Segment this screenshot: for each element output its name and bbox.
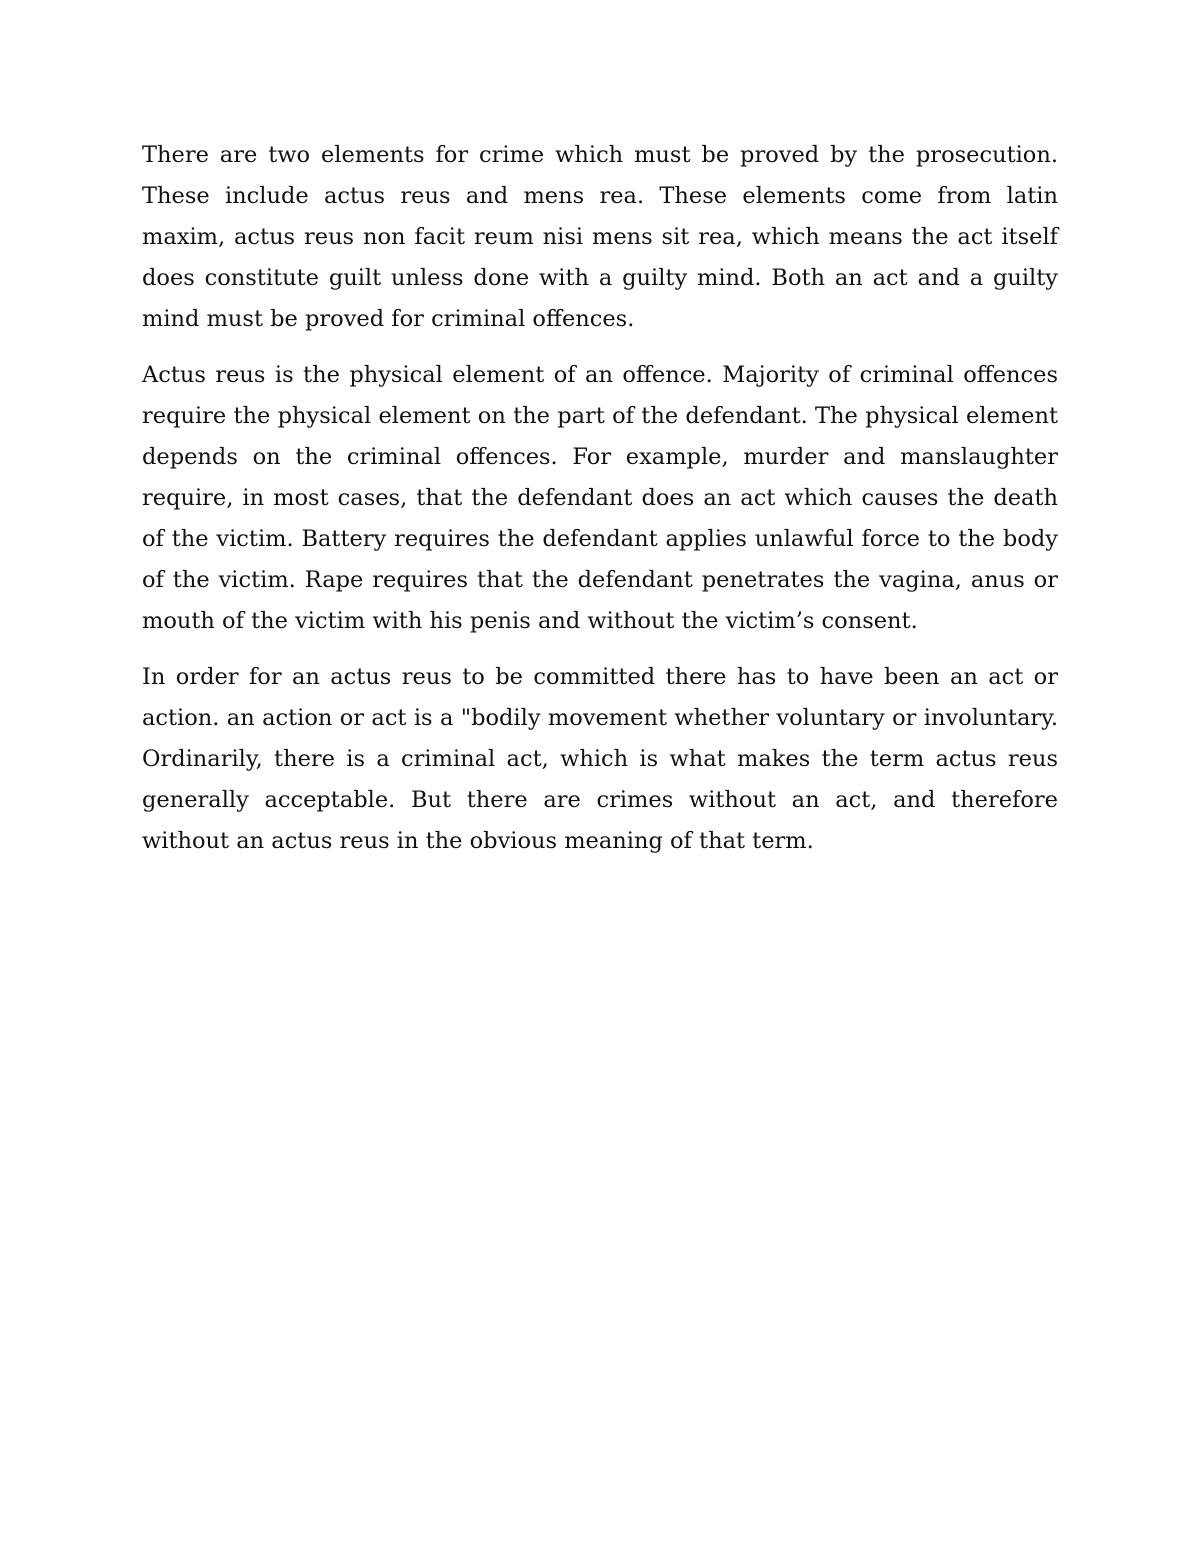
document-body — [142, 135, 1058, 877]
paragraph: There are two elements for crime which must be proved by the prosecution. These include actus reus and mens rea. These elements come from latin maxim, actus reus non facit reum nisi mens sit rea, which means the act itself does constitute guilt unless done with a guilty mind. Both an act and a guilty mind must be proved for criminal offences. — [142, 142, 1058, 332]
paragraph: Actus reus is the physical element of an offence. Majority of criminal offences require the physical element on the part of the defendant. The physical element depends on the criminal offences. For example, murder and manslaughter require, in most cases, that the defendant does an act which causes the death of the victim. Battery requires the defendant applies unlawful force to the body of the victim. Rape requires that the defendant penetrates the vagina, anus or mouth of the victim with his penis and without the victim’s consent. — [142, 362, 1058, 634]
paragraph: In order for an actus reus to be committed there has to have been an act or action. an action or act is a "bodily movement whether voluntary or involuntary. Ordinarily, there is a criminal act, which is what makes the term actus reus generally acceptable. But there are crimes without an act, and therefore without an actus reus in the obvious meaning of that term. — [142, 664, 1058, 854]
